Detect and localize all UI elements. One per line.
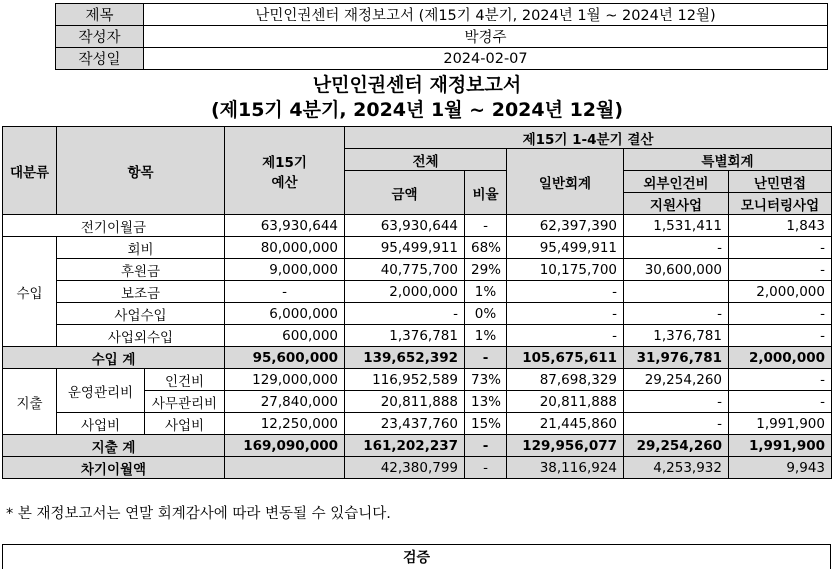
cell-general: - bbox=[507, 303, 624, 325]
header-budget-line1: 제15기 bbox=[262, 154, 307, 171]
table-row bbox=[3, 303, 832, 325]
cell-monitor: 1,991,900 bbox=[729, 435, 832, 457]
row-label: 후원금 bbox=[57, 259, 225, 281]
cell-ratio: 15% bbox=[465, 413, 507, 435]
cell-monitor: - bbox=[729, 325, 832, 347]
report-title-line1: 난민인권센터 재정보고서 bbox=[312, 74, 522, 96]
cell-general: 20,811,888 bbox=[507, 391, 624, 413]
header-foreign-line2: 지원사업 bbox=[624, 193, 729, 215]
header-ratio: 비율 bbox=[465, 171, 507, 215]
cell-foreign: 1,531,411 bbox=[624, 215, 729, 237]
row-label: 사업수입 bbox=[57, 303, 225, 325]
cell-monitor: - bbox=[729, 237, 832, 259]
cell-budget: - bbox=[225, 281, 345, 303]
row-label: 수입 계 bbox=[3, 347, 225, 369]
cell-budget: 9,000,000 bbox=[225, 259, 345, 281]
row-label: 회비 bbox=[57, 237, 225, 259]
report-meta-table bbox=[55, 3, 828, 70]
cell-ratio: - bbox=[465, 347, 507, 369]
row-label: 보조금 bbox=[57, 281, 225, 303]
table-row bbox=[3, 325, 832, 347]
cell-general: 21,445,860 bbox=[507, 413, 624, 435]
cell-budget: 95,600,000 bbox=[225, 347, 345, 369]
table-row bbox=[3, 237, 832, 259]
row-label: 인건비 bbox=[145, 369, 225, 391]
verification-table bbox=[2, 544, 831, 569]
cell-amount: 1,376,781 bbox=[345, 325, 465, 347]
expense-group-operations: 운영관리비 bbox=[57, 369, 145, 413]
cell-ratio: 0% bbox=[465, 303, 507, 325]
row-label: 전기이월금 bbox=[3, 215, 225, 237]
cell-general: 10,175,700 bbox=[507, 259, 624, 281]
cell-budget: 63,930,644 bbox=[225, 215, 345, 237]
balance-row bbox=[3, 457, 832, 479]
cell-amount: 95,499,911 bbox=[345, 237, 465, 259]
cell-monitor: 2,000,000 bbox=[729, 347, 832, 369]
cell-ratio: 1% bbox=[465, 325, 507, 347]
header-budget-line2: 예산 bbox=[271, 174, 298, 191]
cell-amount: 40,775,700 bbox=[345, 259, 465, 281]
cell-general: 129,956,077 bbox=[507, 435, 624, 457]
expense-group-projects: 사업비 bbox=[57, 413, 145, 435]
expense-total-row bbox=[3, 435, 832, 457]
expense-category: 지출 bbox=[3, 369, 57, 435]
cell-amount: 63,930,644 bbox=[345, 215, 465, 237]
meta-author-label: 작성자 bbox=[56, 26, 144, 48]
report-title-line2: (제15기 4분기, 2024년 1월 ~ 2024년 12월) bbox=[210, 99, 624, 121]
cell-foreign: - bbox=[624, 303, 729, 325]
cell-general: 95,499,911 bbox=[507, 237, 624, 259]
cell-foreign: - bbox=[624, 391, 729, 413]
cell-monitor: 1,843 bbox=[729, 215, 832, 237]
header-monitor-line1: 난민면접 bbox=[729, 171, 832, 193]
cell-ratio: 29% bbox=[465, 259, 507, 281]
cell-budget: 6,000,000 bbox=[225, 303, 345, 325]
meta-title-value: 난민인권센터 재정보고서 (제15기 4분기, 2024년 1월 ~ 2024년 12월) bbox=[144, 4, 828, 26]
table-row bbox=[3, 369, 832, 391]
table-row bbox=[3, 281, 832, 303]
cell-general: 62,397,390 bbox=[507, 215, 624, 237]
verification-label: 검증 bbox=[3, 545, 831, 570]
meta-date-value: 2024-02-07 bbox=[144, 48, 828, 70]
cell-monitor: 9,943 bbox=[729, 457, 832, 479]
cell-general: - bbox=[507, 281, 624, 303]
row-label: 차기이월액 bbox=[3, 457, 225, 479]
cell-amount: 42,380,799 bbox=[345, 457, 465, 479]
cell-ratio: 68% bbox=[465, 237, 507, 259]
row-label: 지출 계 bbox=[3, 435, 225, 457]
cell-amount: 2,000,000 bbox=[345, 281, 465, 303]
cell-ratio: 13% bbox=[465, 391, 507, 413]
cell-foreign: 1,376,781 bbox=[624, 325, 729, 347]
cell-general: 87,698,329 bbox=[507, 369, 624, 391]
cell-budget bbox=[225, 457, 345, 479]
cell-budget: 12,250,000 bbox=[225, 413, 345, 435]
cell-foreign bbox=[624, 281, 729, 303]
cell-ratio: 1% bbox=[465, 281, 507, 303]
header-item: 항목 bbox=[57, 127, 225, 215]
cell-monitor: 1,991,900 bbox=[729, 413, 832, 435]
cell-ratio: - bbox=[465, 215, 507, 237]
cell-foreign: - bbox=[624, 413, 729, 435]
cell-monitor: - bbox=[729, 369, 832, 391]
header-category: 대분류 bbox=[3, 127, 57, 215]
income-category: 수입 bbox=[3, 237, 57, 347]
header-foreign-line1: 외부인건비 bbox=[624, 171, 729, 193]
cell-foreign: 29,254,260 bbox=[624, 369, 729, 391]
cell-general: - bbox=[507, 325, 624, 347]
header-settlement: 제15기 1-4분기 결산 bbox=[345, 127, 832, 149]
meta-title-label: 제목 bbox=[56, 4, 144, 26]
cell-foreign: 4,253,932 bbox=[624, 457, 729, 479]
table-row bbox=[3, 259, 832, 281]
row-label: 사업비 bbox=[145, 413, 225, 435]
header-budget bbox=[225, 127, 345, 215]
header-monitor-line2: 모니터링사업 bbox=[729, 193, 832, 215]
cell-amount: - bbox=[345, 303, 465, 325]
cell-ratio: 73% bbox=[465, 369, 507, 391]
cell-general: 105,675,611 bbox=[507, 347, 624, 369]
cell-amount: 139,652,392 bbox=[345, 347, 465, 369]
cell-ratio: - bbox=[465, 457, 507, 479]
cell-monitor: - bbox=[729, 259, 832, 281]
header-amount: 금액 bbox=[345, 171, 465, 215]
cell-budget: 600,000 bbox=[225, 325, 345, 347]
cell-amount: 161,202,237 bbox=[345, 435, 465, 457]
cell-amount: 20,811,888 bbox=[345, 391, 465, 413]
cell-budget: 129,000,000 bbox=[225, 369, 345, 391]
footnote: * 본 재정보고서는 연말 회계감사에 따라 변동될 수 있습니다. bbox=[6, 506, 391, 522]
cell-budget: 169,090,000 bbox=[225, 435, 345, 457]
cell-foreign: - bbox=[624, 237, 729, 259]
table-row bbox=[3, 413, 832, 435]
row-label: 사업외수입 bbox=[57, 325, 225, 347]
cell-general: 38,116,924 bbox=[507, 457, 624, 479]
header-special: 특별회계 bbox=[624, 149, 832, 171]
cell-foreign: 29,254,260 bbox=[624, 435, 729, 457]
meta-date-label: 작성일 bbox=[56, 48, 144, 70]
cell-amount: 116,952,589 bbox=[345, 369, 465, 391]
meta-author-value: 박경주 bbox=[144, 26, 828, 48]
cell-budget: 80,000,000 bbox=[225, 237, 345, 259]
header-total: 전체 bbox=[345, 149, 507, 171]
row-label: 사무관리비 bbox=[145, 391, 225, 413]
header-general: 일반회계 bbox=[507, 149, 624, 215]
cell-monitor: 2,000,000 bbox=[729, 281, 832, 303]
cell-monitor: - bbox=[729, 391, 832, 413]
income-total-row bbox=[3, 347, 832, 369]
report-title bbox=[0, 73, 834, 123]
finance-table bbox=[2, 126, 832, 479]
cell-budget: 27,840,000 bbox=[225, 391, 345, 413]
cell-amount: 23,437,760 bbox=[345, 413, 465, 435]
cell-foreign: 30,600,000 bbox=[624, 259, 729, 281]
cell-ratio: - bbox=[465, 435, 507, 457]
table-row bbox=[3, 215, 832, 237]
cell-monitor: - bbox=[729, 303, 832, 325]
cell-foreign: 31,976,781 bbox=[624, 347, 729, 369]
